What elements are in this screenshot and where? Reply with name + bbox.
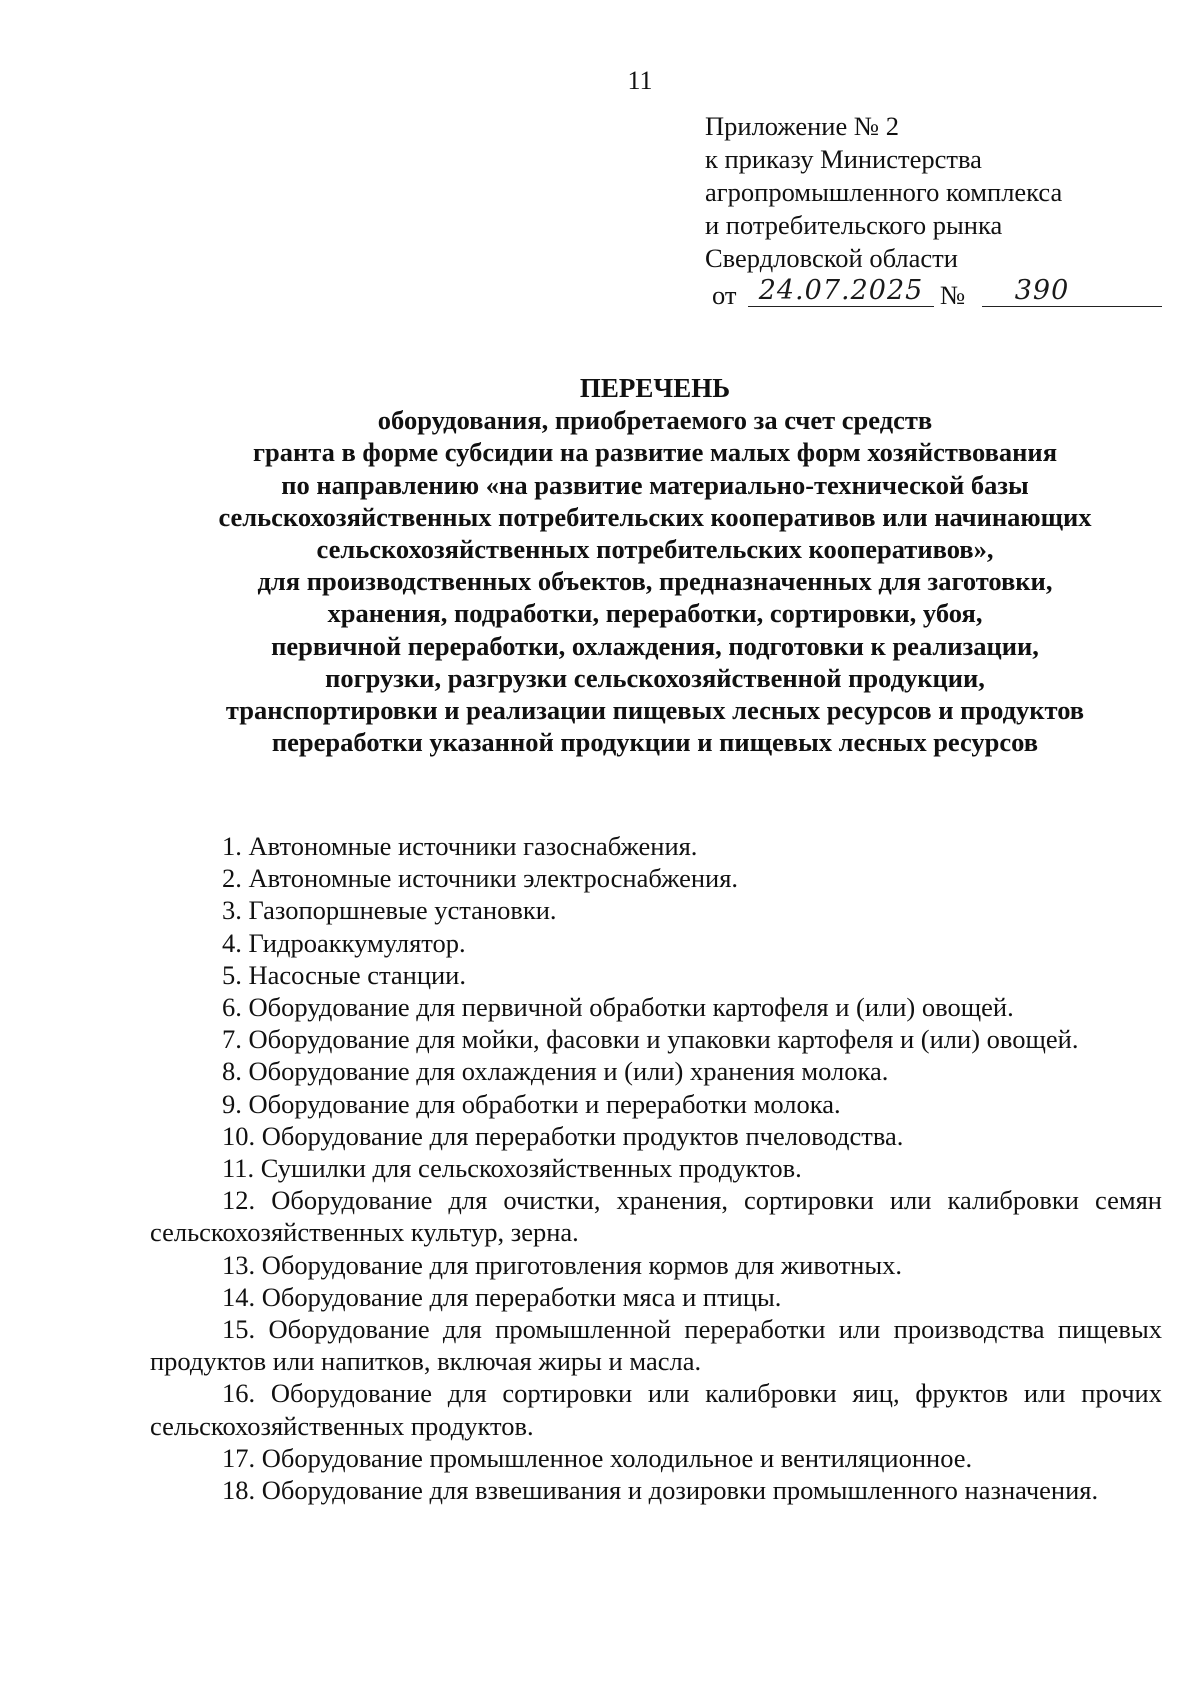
subtitle-line: первичной переработки, охлаждения, подготовки к реализации, — [271, 630, 1039, 661]
appendix-header — [705, 110, 1165, 275]
list-item: 1. Автономные источники газоснабжения. — [222, 831, 698, 861]
subtitle-line: оборудования, приобретаемого за счет средств — [377, 405, 933, 436]
list-item: 6. Оборудование для первичной обработки картофеля и (или) овощей. — [222, 992, 1014, 1023]
subtitle-line: по направлению «на развитие материально-технической базы — [281, 469, 1029, 500]
list-item: 14. Оборудование для переработки мяса и птицы. — [222, 1281, 782, 1312]
list-item: 8. Оборудование для охлаждения и (или) хранения молока. — [222, 1056, 889, 1087]
subtitle-line: транспортировки и реализации пищевых лесных ресурсов и продуктов — [225, 695, 1085, 726]
page-number: 11 — [627, 66, 653, 95]
appendix-line: Приложение № 2 — [705, 111, 900, 141]
list-item: 18. Оборудование для взвешивания и дозировки промышленного назначения. — [222, 1475, 1099, 1506]
subtitle-line: хранения, подработки, переработки, сортировки, убоя, — [327, 598, 983, 629]
handwritten-date: 24.07.2025 — [758, 275, 924, 306]
number-prefix: № — [940, 280, 966, 310]
equipment-list — [150, 830, 1162, 1506]
list-item: 10. Оборудование для переработки продуктов пчеловодства. — [222, 1120, 904, 1151]
list-item: 15. Оборудование для промышленной переработки или производства пищевых продуктов или напитков, включая жиры и масла. — [150, 1314, 1162, 1377]
number-underline — [982, 306, 1162, 307]
list-item: 3. Газопоршневые установки. — [222, 895, 557, 926]
list-item: 5. Насосные станции. — [222, 959, 466, 990]
list-item: 2. Автономные источники электроснабжения. — [222, 863, 739, 894]
subtitle-line: сельскохозяйственных потребительских кооперативов», — [316, 534, 994, 565]
document-title-block — [150, 372, 1160, 758]
subtitle-line: сельскохозяйственных потребительских кооперативов или начинающих — [218, 501, 1092, 532]
list-item: 7. Оборудование для мойки, фасовки и упаковки картофеля и (или) овощей. — [222, 1024, 1079, 1055]
list-item: 16. Оборудование для сортировки или калибровки яиц, фруктов или прочих сельскохозяйственных продуктов. — [150, 1378, 1162, 1441]
appendix-line: Свердловской области — [705, 243, 958, 273]
handwritten-number: 390 — [1014, 275, 1070, 306]
subtitle-line: гранта в форме субсидии на развитие малых форм хозяйствования — [252, 437, 1058, 468]
list-item: 11. Сушилки для сельскохозяйственных продуктов. — [222, 1153, 802, 1184]
list-item: 13. Оборудование для приготовления кормов для животных. — [222, 1249, 903, 1280]
subtitle-line: погрузки, разгрузки сельскохозяйственной продукции, — [325, 662, 985, 693]
date-underline — [748, 306, 934, 307]
order-date-number-line — [712, 272, 1182, 312]
document-title: ПЕРЕЧЕНЬ — [579, 373, 731, 403]
list-item: 12. Оборудование для очистки, хранения, сортировки или калибровки семян сельскохозяйственных культур, зерна. — [150, 1185, 1162, 1248]
list-item: 9. Оборудование для обработки и переработки молока. — [222, 1088, 841, 1119]
list-item: 17. Оборудование промышленное холодильное и вентиляционное. — [222, 1442, 973, 1473]
appendix-line: к приказу Министерства — [705, 144, 982, 174]
list-item: 4. Гидроаккумулятор. — [222, 927, 466, 958]
subtitle-line: переработки указанной продукции и пищевых лесных ресурсов — [271, 727, 1039, 758]
date-prefix: от — [712, 280, 737, 310]
subtitle-line: для производственных объектов, предназначенных для заготовки, — [257, 566, 1053, 597]
appendix-line: и потребительского рынка — [705, 210, 1003, 240]
appendix-line: агропромышленного комплекса — [705, 177, 1063, 207]
